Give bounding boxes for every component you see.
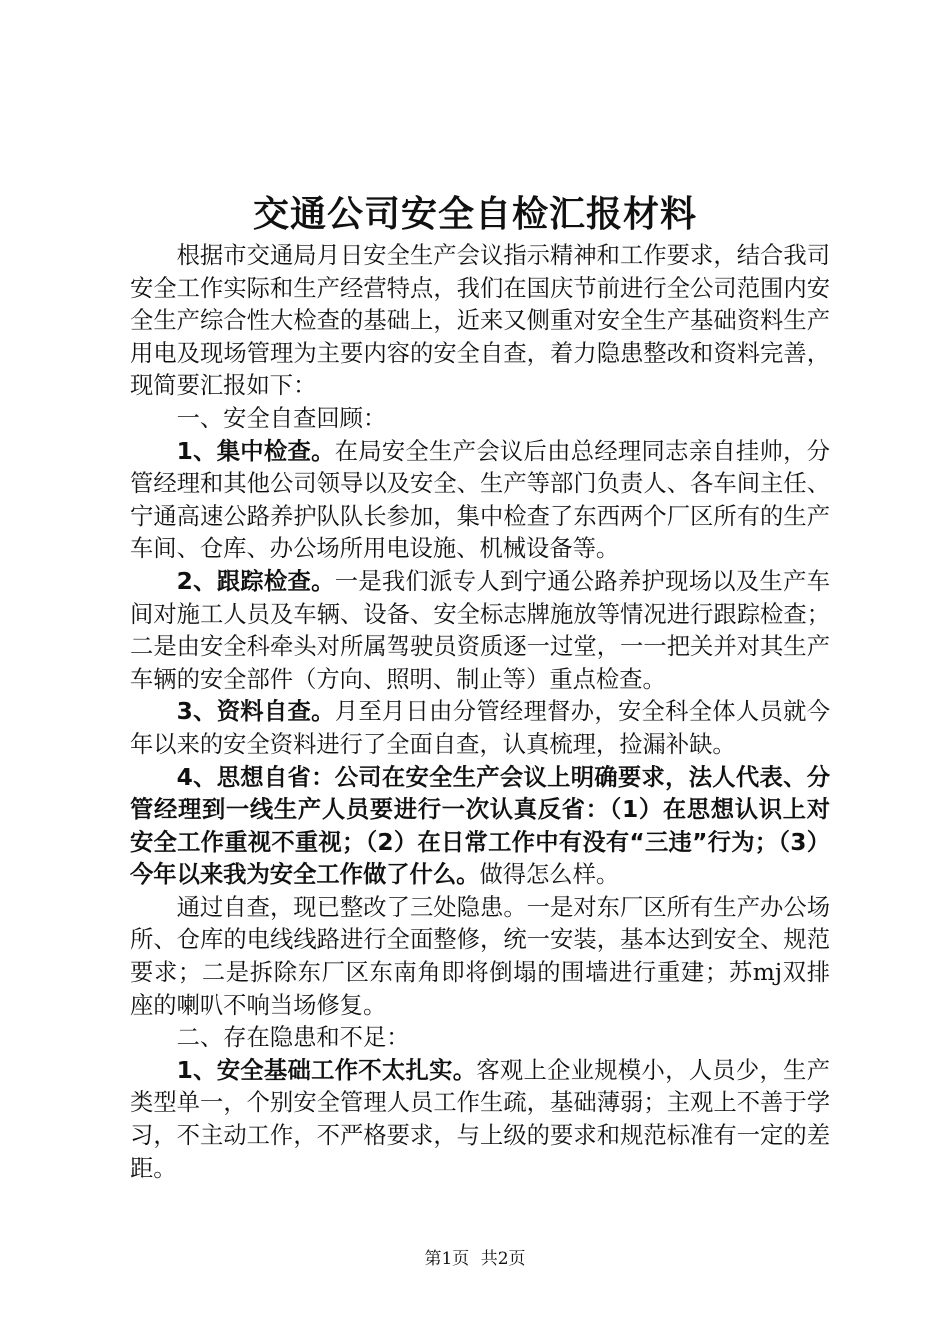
- item4-bold-text: 4、思想自省：公司在安全生产会议上明确要求，法人代表、分管经理到一线生产人员要进行一次认真反省：（1）在思想认识上对安全工作重视不重视；（2）在日常工作中有没有“三违”行为；（3）今年以来我为安全工作做了什么。: [130, 763, 830, 889]
- page-total: 共2页: [480, 1249, 526, 1269]
- item3-text: 月至月日由分管经理督办，安全科全体人员就今年以来的安全资料进行了全面自查，认真梳理，捡漏补缺。: [130, 698, 831, 758]
- s2-item1-text: 客观上企业规模小，人员少，生产类型单一，个别安全管理人员工作生疏，基础薄弱；主观上不善于学习，不主动工作，不严格要求，与上级的要求和规范标准有一定的差距。: [130, 1056, 831, 1182]
- item2-lead: 2、跟踪检查。: [176, 567, 335, 595]
- item4-tail: 做得怎么样。: [479, 861, 620, 889]
- rectify-paragraph: 通过自查，现已整改了三处隐患。一是对东厂区所有生产办公场所、仓库的电线线路进行全面整修，统一安装，基本达到安全、规范要求；二是拆除东厂区东南角即将倒塌的围墙进行重建；苏mj双排座的喇叭不响当场修复。: [130, 893, 830, 1019]
- item3-paragraph: [130, 696, 830, 761]
- document-title: 交通公司安全自检汇报材料: [252, 194, 697, 235]
- item1-paragraph: [130, 436, 830, 566]
- item4-paragraph: [130, 762, 830, 892]
- item1-lead: 1、集中检查。: [176, 437, 335, 465]
- section2-heading: 二、存在隐患和不足：: [176, 1024, 410, 1052]
- item3-lead: 3、资料自查。: [176, 698, 335, 726]
- item2-paragraph: [130, 566, 830, 696]
- section1-heading: 一、安全自查回顾：: [176, 404, 387, 432]
- s2-item1-lead: 1、安全基础工作不太扎实。: [176, 1056, 477, 1084]
- intro-paragraph: 根据市交通局月日安全生产会议指示精神和工作要求，结合我司安全工作实际和生产经营特点，我们在国庆节前进行全公司范围内安全生产综合性大检查的基础上，近来又侧重对安全生产基础资料生产用电及现场管理为主要内容的安全自查，着力隐患整改和资料完善，现简要汇报如下：: [130, 242, 830, 400]
- item1-text: 在局安全生产会议后由总经理同志亲自挂帅，分管经理和其他公司领导以及安全、生产等部门负责人、各车间主任、宁通高速公路养护队队长参加，集中检查了东西两个厂区所有的生产车间、仓库、办公场所用电设施、机械设备等。: [130, 437, 831, 563]
- item2-text: 一是我们派专人到宁通公路养护现场以及生产车间对施工人员及车辆、设备、安全标志牌施放等情况进行跟踪检查；二是由安全科牵头对所属驾驶员资质逐一过堂，一一把关并对其生产车辆的安全部件（方向、照明、制止等）重点检查。: [130, 567, 831, 693]
- s2-item1-paragraph: [130, 1055, 830, 1185]
- page-footer: [0, 1244, 950, 1269]
- page-number: 第1页: [424, 1249, 470, 1269]
- document-body: [130, 240, 830, 1185]
